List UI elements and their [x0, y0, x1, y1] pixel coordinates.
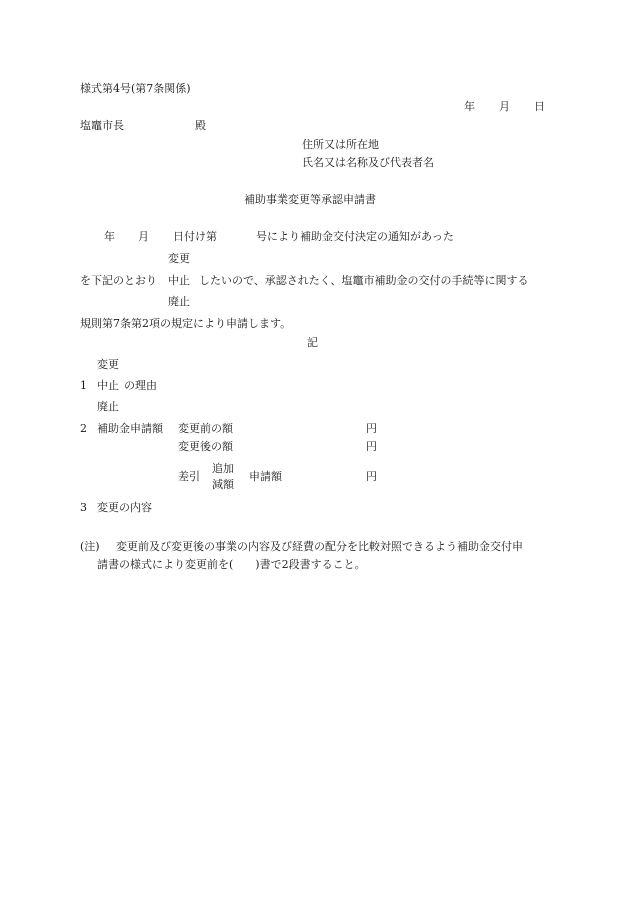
- body-line-suffix: したいので、承認されたく、塩竈市補助金の交付の手続等に関する: [199, 274, 529, 287]
- document-title: 補助事業変更等承認申請書: [244, 193, 376, 206]
- body-notice-text: 号により補助金交付決定の通知があった: [256, 230, 454, 243]
- choice-abolish: 廃止: [168, 295, 190, 308]
- item1-change: 変更: [97, 358, 119, 371]
- before-amount-label: 変更前の額: [178, 422, 233, 435]
- item3-label: 変更の内容: [97, 501, 152, 514]
- note-line1: 変更前及び変更後の事業の内容及び経費の配分を比較対照できるよう補助金交付申: [116, 540, 523, 553]
- applicant-address-label: 住所又は所在地: [302, 138, 379, 151]
- after-amount-label: 変更後の額: [178, 440, 233, 453]
- item1-reason: の理由: [124, 379, 157, 392]
- applied-amount-yen: 円: [366, 470, 377, 483]
- item1-number: 1: [80, 379, 87, 392]
- applied-amount-label: 申請額: [249, 470, 282, 483]
- item2-label: 補助金申請額: [97, 422, 163, 435]
- body-last-line: 規則第7条第2項の規定により申請します。: [80, 317, 292, 330]
- note-label: (注): [80, 540, 100, 553]
- ki-label: 記: [307, 336, 318, 349]
- diff-add-label: 追加: [212, 462, 234, 475]
- form-number: 様式第4号(第7条関係): [80, 82, 191, 95]
- note-line2: 請書の様式により変更前を( )書で2段書すること。: [97, 558, 366, 571]
- body-year-label: 年: [104, 230, 115, 243]
- date-year-label: 年: [464, 100, 475, 113]
- after-amount-yen: 円: [366, 440, 377, 453]
- addressee-honorific: 殿: [195, 119, 206, 132]
- applicant-name-label: 氏名又は名称及び代表者名: [302, 156, 434, 169]
- diff-label: 差引: [178, 470, 200, 483]
- item1-abolish: 廃止: [97, 400, 119, 413]
- item2-number: 2: [80, 422, 87, 435]
- body-month-label: 月: [138, 230, 149, 243]
- item3-number: 3: [80, 501, 87, 514]
- item1-stop: 中止: [97, 379, 119, 392]
- diff-reduce-label: 減額: [212, 478, 234, 491]
- date-month-label: 月: [499, 100, 510, 113]
- choice-change: 変更: [168, 252, 190, 265]
- body-line-prefix: を下記のとおり: [80, 274, 157, 287]
- addressee-name: 塩竈市長: [80, 119, 124, 132]
- body-date-number-label: 日付け第: [173, 230, 217, 243]
- choice-stop: 中止: [168, 274, 190, 287]
- date-day-label: 日: [534, 100, 545, 113]
- before-amount-yen: 円: [366, 422, 377, 435]
